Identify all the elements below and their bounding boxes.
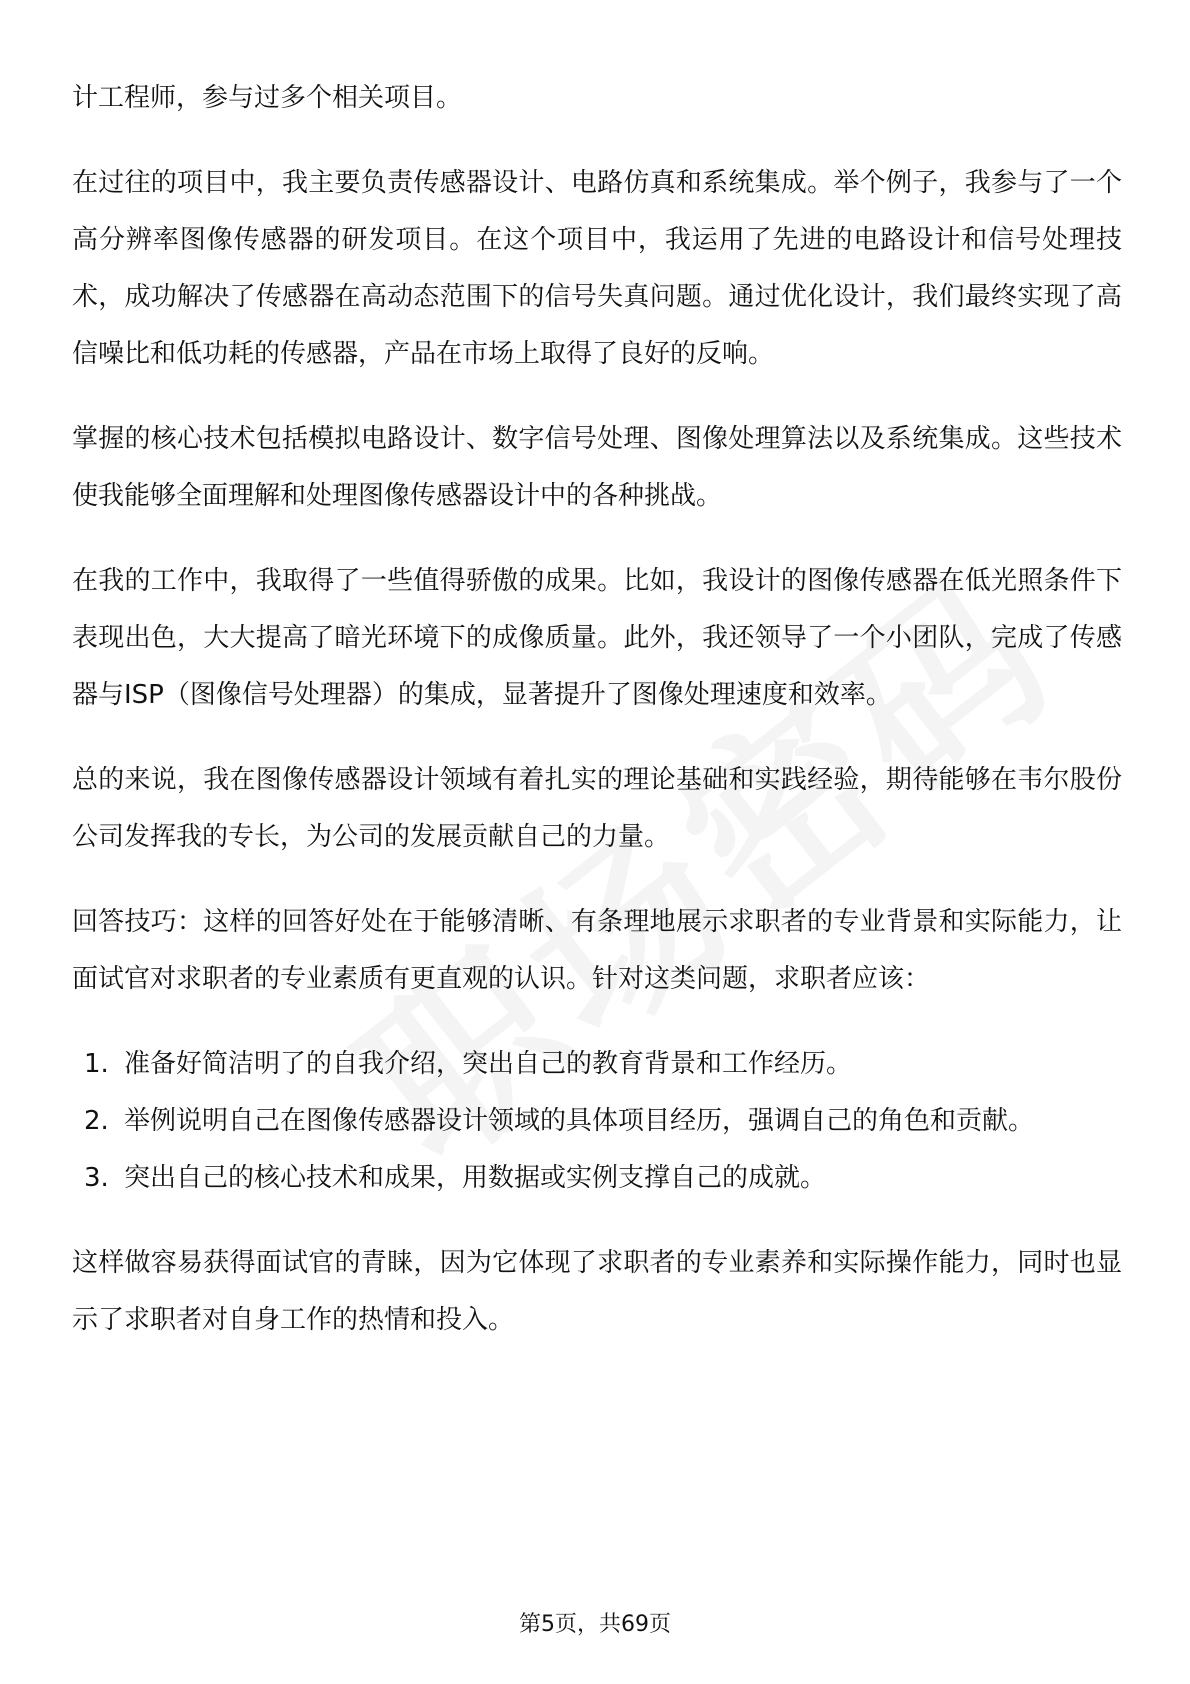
list-item: [72, 1036, 1122, 1093]
paragraph-project-experience: 在过往的项目中，我主要负责传感器设计、电路仿真和系统集成。举个例子，我参与了一个高分辨率图像传感器的研发项目。在这个项目中，我运用了先进的电路设计和信号处理技术，成功解决了传感器在高动态范围下的信号失真问题。通过优化设计，我们最终实现了高信噪比和低功耗的传感器，产品在市场上取得了良好的反响。: [72, 168, 1122, 369]
list-item: [72, 1093, 1122, 1150]
paragraph-summary: 总的来说，我在图像传感器设计领域有着扎实的理论基础和实践经验，期待能够在韦尔股份公司发挥我的专长，为公司的发展贡献自己的力量。: [72, 765, 1122, 852]
list-item-text: 突出自己的核心技术和成果，用数据或实例支撑自己的成就。: [124, 1163, 827, 1193]
list-item: [72, 1150, 1122, 1207]
paragraph-intro-continued: 计工程师，参与过多个相关项目。: [72, 83, 463, 113]
paragraph-closing: 这样做容易获得面试官的青睐，因为它体现了求职者的专业素养和实际操作能力，同时也显示了求职者对自身工作的热情和投入。: [72, 1248, 1122, 1335]
list-item-number: 2.: [84, 1106, 109, 1136]
list-item-number: 3.: [84, 1163, 109, 1193]
paragraph-core-skills: 掌握的核心技术包括模拟电路设计、数字信号处理、图像处理算法以及系统集成。这些技术使我能够全面理解和处理图像传感器设计中的各种挑战。: [72, 424, 1122, 511]
page-number: 第5页，共69页: [519, 1612, 671, 1637]
tips-list: [72, 1036, 1122, 1207]
list-item-number: 1.: [84, 1049, 109, 1079]
paragraph-achievements: 在我的工作中，我取得了一些值得骄傲的成果。比如，我设计的图像传感器在低光照条件下表现出色，大大提高了暗光环境下的成像质量。此外，我还领导了一个小团队，完成了传感器与ISP（图像信号处理器）的集成，显著提升了图像处理速度和效率。: [72, 566, 1122, 710]
list-item-text: 准备好简洁明了的自我介绍，突出自己的教育背景和工作经历。: [124, 1049, 853, 1079]
document-body: [72, 70, 1122, 1377]
paragraph-answer-tips: 回答技巧：这样的回答好处在于能够清晰、有条理地展示求职者的专业背景和实际能力，让面试官对求职者的专业素质有更直观的认识。针对这类问题，求职者应该：: [72, 907, 1122, 994]
list-item-text: 举例说明自己在图像传感器设计领域的具体项目经历，强调自己的角色和贡献。: [124, 1106, 1035, 1136]
